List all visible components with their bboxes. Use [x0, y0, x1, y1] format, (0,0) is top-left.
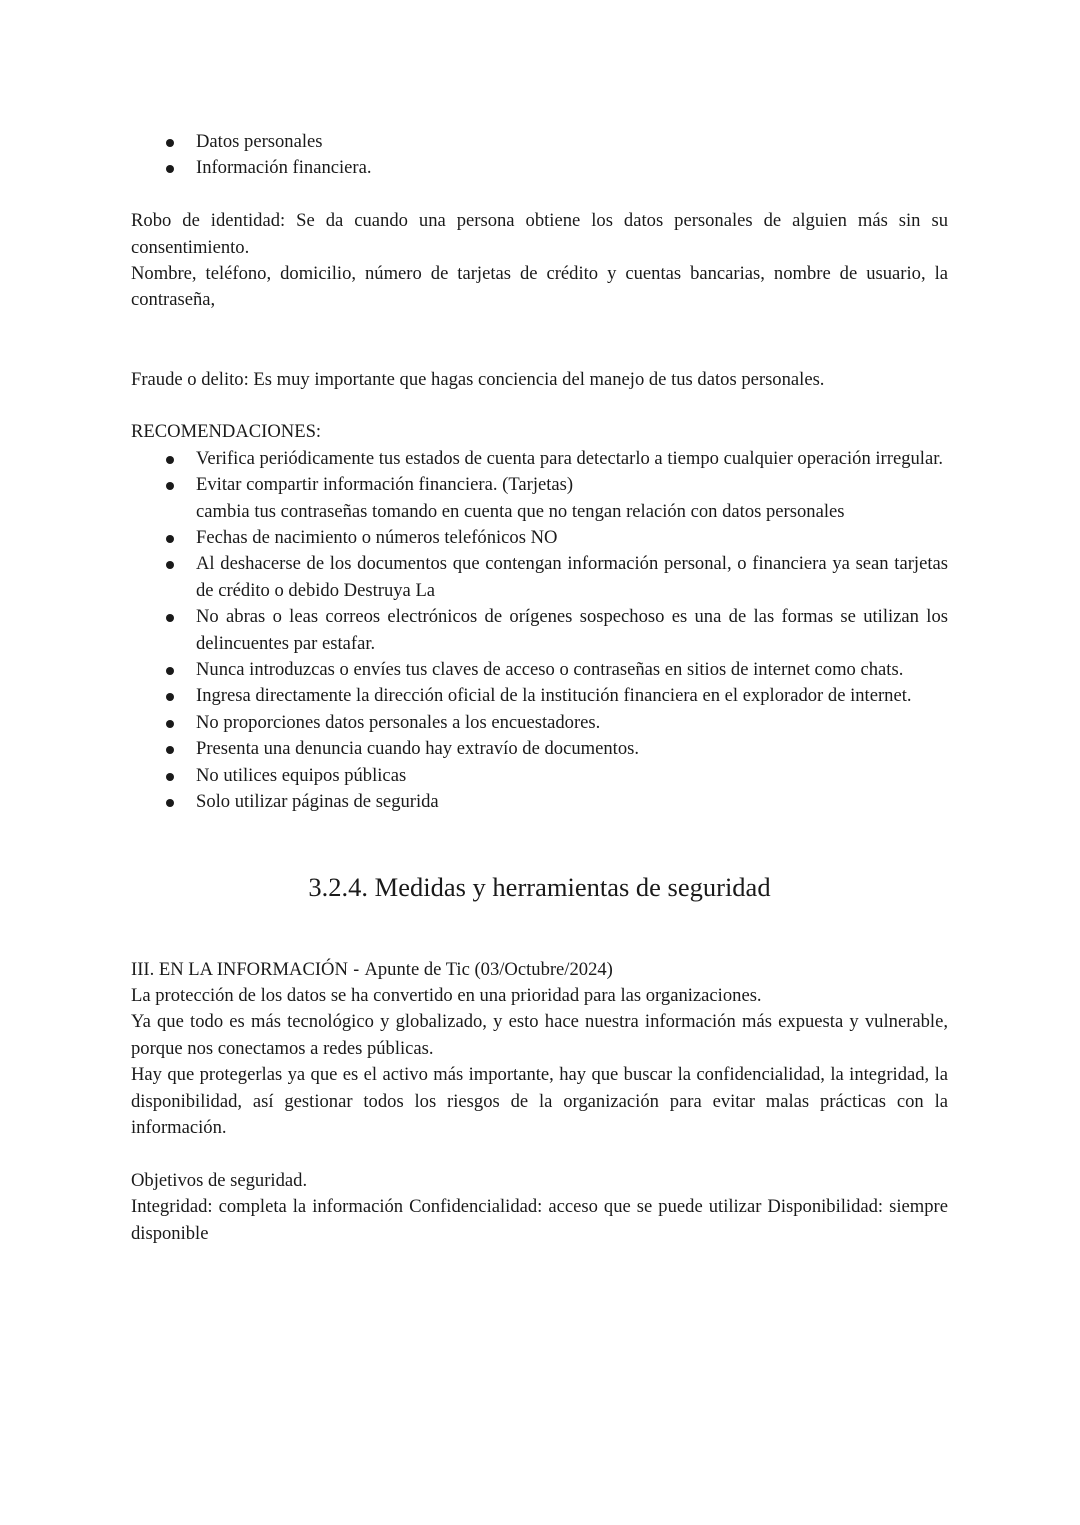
recommendation-text: Evitar compartir información financiera. (Tarjetas) [196, 474, 574, 496]
recommendation-text: Fechas de nacimiento o números telefónicos NO [196, 527, 558, 549]
objetivos-paragraph: Integridad: completa la información Confidencialidad: acceso que se puede utilizar Disponibilidad: siempre disponible [131, 1196, 948, 1244]
top-bullet-list [131, 129, 948, 182]
recommendation-item [196, 763, 948, 789]
recommendation-item [196, 710, 948, 736]
recomendaciones-list [131, 446, 948, 816]
section-heading: 3.2.4. Medidas y herramientas de seguridad [308, 871, 771, 902]
recommendation-subtext: cambia tus contraseñas tomando en cuenta que no tengan relación con datos personales [196, 500, 845, 522]
recommendation-text: No abras o leas correos electrónicos de orígenes sospechoso es una de las formas se utilizan los delincuentes par estafar. [196, 606, 948, 654]
list-item: Datos personales [196, 129, 948, 155]
recommendation-item [196, 446, 948, 472]
informacion-paragraph-3: Hay que protegerlas ya que es el activo más importante, hay que buscar la confidencialidad, la integridad, la disponibilidad, así gestionar todos los riesgos de la organización para evitar malas prácticas con la información. [131, 1064, 948, 1138]
robo-paragraph: Robo de identidad: Se da cuando una persona obtiene los datos personales de alguien más sin su consentimiento. [131, 210, 948, 258]
recommendation-item [196, 551, 948, 604]
recommendation-text: No utilices equipos públicas [196, 764, 407, 786]
list-item: Información financiera. [196, 155, 948, 181]
objetivos-heading: Objetivos de seguridad. [131, 1169, 308, 1191]
title-separator: - [347, 957, 365, 979]
informacion-paragraph-2: Ya que todo es más tecnológico y globalizado, y esto hace nuestra información más expuesta y vulnerable, porque nos conectamos a redes públicas. [131, 1011, 948, 1059]
recommendation-item [196, 789, 948, 815]
recomendaciones-heading: RECOMENDACIONES: [131, 421, 322, 443]
robo-detail-paragraph: Nombre, teléfono, domicilio, número de tarjetas de crédito y cuentas bancarias, nombre de usuario, la contraseña, [131, 263, 948, 311]
recommendation-text: Ingresa directamente la dirección oficial de la institución financiera en el explorador de internet. [196, 685, 912, 707]
recommendation-item [196, 657, 948, 683]
recommendation-text: No proporciones datos personales a los encuestadores. [196, 711, 601, 733]
recommendation-text: Verifica periódicamente tus estados de cuenta para detectarlo a tiempo cualquier operación irregular. [196, 447, 944, 469]
recommendation-item [196, 525, 948, 551]
recommendation-text: Al deshacerse de los documentos que contengan información personal, o financiera ya sean tarjetas de crédito o debido Destruya La [196, 553, 948, 601]
recommendation-item [196, 604, 948, 657]
recommendation-item [196, 472, 948, 525]
informacion-title-note: Apunte de Tic (03/Octubre/2024) [364, 958, 613, 980]
document-page [131, 129, 948, 1247]
informacion-title [131, 956, 948, 983]
recommendation-item [196, 683, 948, 709]
recommendation-text: Solo utilizar páginas de segurida [196, 791, 439, 813]
informacion-title-main: III. EN LA INFORMACIÓN [131, 958, 348, 980]
recommendation-item [196, 736, 948, 762]
recommendation-text: Presenta una denuncia cuando hay extravío de documentos. [196, 738, 639, 760]
recommendation-text: Nunca introduzcas o envíes tus claves de acceso o contraseñas en sitios de internet como chats. [196, 659, 904, 681]
fraude-paragraph: Fraude o delito: Es muy importante que hagas conciencia del manejo de tus datos personales. [131, 368, 825, 390]
informacion-paragraph-1: La protección de los datos se ha convertido en una prioridad para las organizaciones. [131, 984, 762, 1006]
